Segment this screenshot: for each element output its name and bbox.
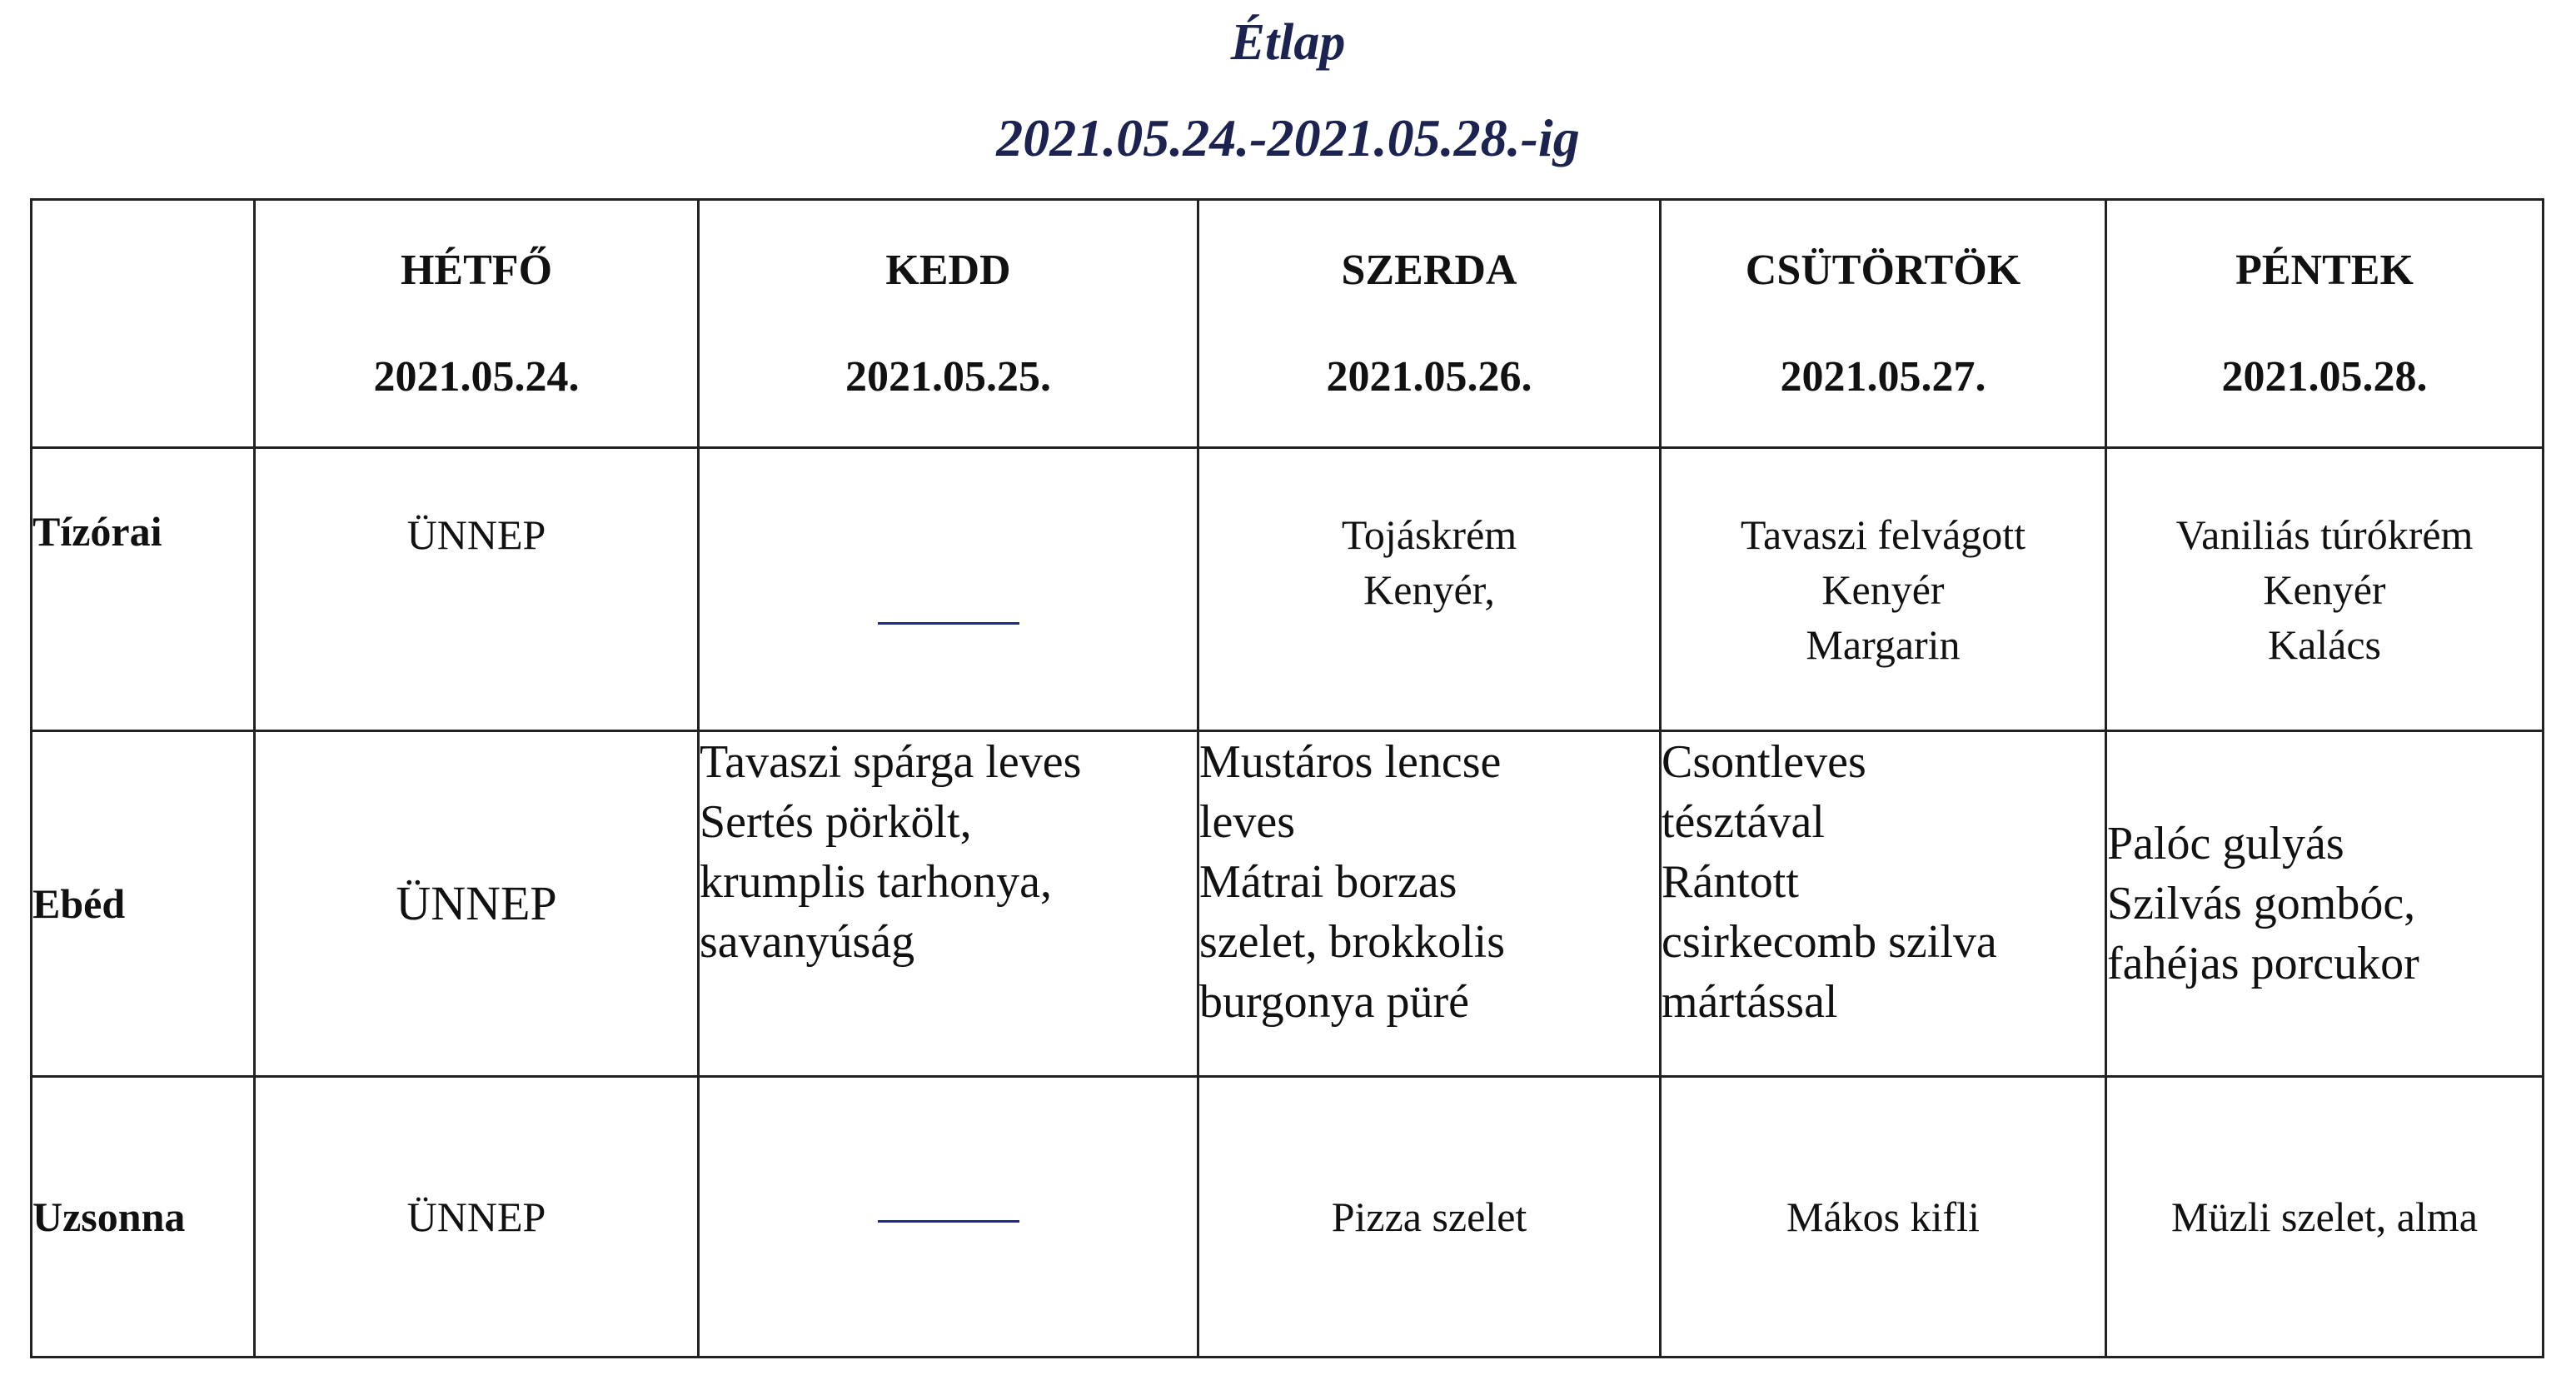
menu-item: leves [1199, 796, 1296, 848]
tizorai-monday-cell [255, 448, 699, 731]
day-name: KEDD [885, 246, 1011, 294]
empty-dash [878, 622, 1019, 625]
menu-item: Kenyér [1821, 566, 1945, 613]
menu-item: Tavaszi spárga leves [700, 736, 1082, 788]
menu-item: Tojáskrém [1341, 511, 1517, 558]
menu-item: ÜNNEP [406, 1193, 546, 1240]
menu-item: mártással [1662, 976, 1838, 1028]
menu-item: ÜNNEP [396, 876, 557, 930]
menu-item: tésztával [1662, 796, 1825, 848]
uzsonna-tuesday-cell [699, 1077, 1198, 1358]
day-header-friday [2106, 200, 2544, 448]
menu-item: Rántott [1662, 856, 1799, 908]
menu-item: Kalács [2267, 621, 2382, 668]
day-name: PÉNTEK [2235, 246, 2414, 294]
tizorai-thursday-cell [1661, 448, 2106, 731]
menu-item: Müzli szelet, alma [2171, 1193, 2478, 1240]
menu-item: ÜNNEP [406, 511, 546, 558]
day-header-tuesday [699, 200, 1198, 448]
menu-item: Szilvás gombóc, [2107, 878, 2416, 929]
tizorai-row [32, 448, 2544, 731]
menu-item: savanyúság [700, 916, 915, 968]
day-date: 2021.05.26. [1326, 352, 1532, 401]
day-header-wednesday [1198, 200, 1661, 448]
menu-item: szelet, brokkolis [1199, 916, 1506, 968]
menu-item: Vaniliás túrókrém [2175, 511, 2474, 558]
tizorai-tuesday-cell [699, 448, 1198, 731]
date-range-subtitle: 2021.05.24.-2021.05.28.-ig [996, 108, 1580, 167]
ebed-friday-cell [2106, 731, 2544, 1077]
menu-item: Csontleves [1662, 736, 1866, 788]
day-header-thursday [1661, 200, 2106, 448]
uzsonna-thursday-cell [1661, 1077, 2106, 1358]
menu-item: krumplis tarhonya, [700, 856, 1053, 908]
day-name: CSÜTÖRTÖK [1745, 246, 2021, 294]
menu-item: Mákos kifli [1786, 1193, 1980, 1240]
corner-cell [32, 200, 255, 448]
row-label-uzsonna: Uzsonna [32, 1077, 255, 1358]
page-title: Étlap [1230, 14, 1346, 71]
day-date: 2021.05.24. [373, 352, 580, 401]
menu-item: Tavaszi felvágott [1740, 511, 2026, 558]
ebed-row [32, 731, 2544, 1077]
day-date: 2021.05.25. [845, 352, 1051, 401]
menu-item: burgonya püré [1199, 976, 1469, 1028]
ebed-thursday-cell [1661, 731, 2106, 1077]
day-date: 2021.05.28. [2221, 352, 2428, 401]
menu-item: Sertés pörkölt, [700, 796, 972, 848]
menu-item: Kenyér, [1363, 566, 1495, 613]
day-name: SZERDA [1341, 246, 1517, 294]
ebed-tuesday-cell [699, 731, 1198, 1077]
header-row [32, 200, 2544, 448]
menu-item: fahéjas porcukor [2107, 938, 2419, 989]
menu-item: Margarin [1806, 621, 1961, 668]
day-name: HÉTFŐ [400, 246, 553, 294]
ebed-wednesday-cell [1198, 731, 1661, 1077]
row-label-tizorai: Tízórai [32, 448, 255, 731]
uzsonna-row [32, 1077, 2544, 1358]
uzsonna-wednesday-cell [1198, 1077, 1661, 1358]
menu-item: Pizza szelet [1331, 1193, 1527, 1240]
menu-item: Mustáros lencse [1199, 736, 1502, 788]
empty-dash [878, 1220, 1019, 1223]
uzsonna-friday-cell [2106, 1077, 2544, 1358]
menu-item: Palóc gulyás [2107, 818, 2344, 869]
menu-table [30, 198, 2544, 1358]
ebed-monday-cell [255, 731, 699, 1077]
day-header-monday [255, 200, 699, 448]
menu-item: Mátrai borzas [1199, 856, 1457, 908]
tizorai-friday-cell [2106, 448, 2544, 731]
tizorai-wednesday-cell [1198, 448, 1661, 731]
menu-item: csirkecomb szilva [1662, 916, 1997, 968]
day-date: 2021.05.27. [1780, 352, 1986, 401]
uzsonna-monday-cell [255, 1077, 699, 1358]
menu-item: Kenyér [2263, 566, 2386, 613]
row-label-ebed: Ebéd [32, 731, 255, 1077]
